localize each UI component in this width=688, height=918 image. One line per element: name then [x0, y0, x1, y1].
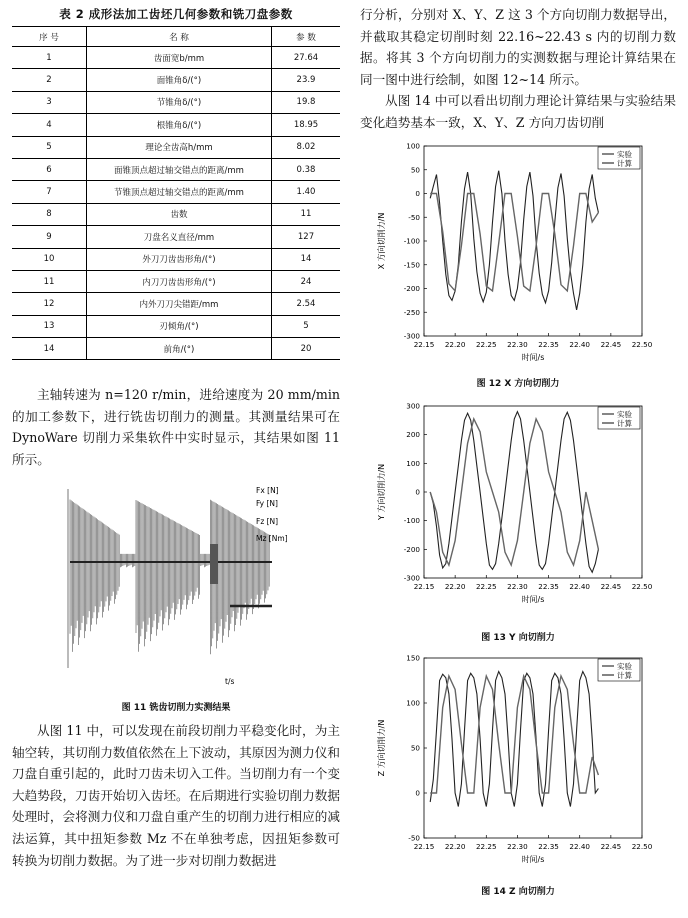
x-tick-label: 22.40 — [569, 340, 591, 349]
y-tick-label: 100 — [406, 141, 420, 151]
table-row — [12, 69, 340, 91]
x-axis-label: 时间/s — [521, 595, 545, 604]
x-tick-label: 22.30 — [507, 842, 528, 851]
table-row — [12, 248, 340, 270]
cell-index: 1 — [12, 47, 87, 69]
cell-name: 刀盘名义直径/mm — [87, 226, 272, 248]
parameter-table — [12, 26, 340, 360]
x-tick-label: 22.30 — [507, 340, 528, 349]
figure-12-caption: 图 12 X 方向切削力 — [476, 379, 560, 389]
legend-label: 实验 — [617, 662, 632, 671]
x-tick-label: 22.20 — [444, 582, 466, 591]
legend-label: 实验 — [617, 410, 632, 419]
x-tick-label: 22.20 — [444, 340, 466, 349]
force-signal-traces — [70, 500, 272, 655]
fig11-xlabel: t/s — [225, 677, 235, 686]
table-row — [12, 136, 340, 158]
table-header-row — [12, 27, 340, 47]
cell-value: 24 — [272, 270, 341, 292]
cell-index: 8 — [12, 203, 87, 225]
cell-index: 12 — [12, 293, 87, 315]
y-tick-label: -50 — [408, 833, 420, 843]
cell-name: 前角/(°) — [87, 338, 272, 360]
y-tick-label: 200 — [406, 430, 420, 440]
x-tick-label: 22.50 — [631, 842, 652, 851]
cell-value: 1.40 — [272, 181, 341, 203]
y-tick-label: -200 — [403, 544, 420, 554]
y-tick-label: 100 — [406, 698, 420, 708]
cell-value: 27.64 — [272, 47, 341, 69]
table-row — [12, 114, 340, 136]
chart-z-force — [372, 650, 652, 872]
cell-value: 11 — [272, 203, 341, 225]
paragraph-text: 主轴转速为 n=120 r/min，进给速度为 20 mm/min 的加工参数下，进行铣齿切削力的测量。其测量结果可在 DynoWare 切削力采集软件中实时显示，其结果如图 11 所示。 — [12, 387, 340, 467]
fig11-legend-fx: Fx [N] — [256, 486, 279, 495]
y-tick-label: -100 — [403, 516, 420, 526]
x-tick-label: 22.35 — [538, 340, 559, 349]
cell-name: 刃倾角/(°) — [87, 315, 272, 337]
table-row — [12, 158, 340, 180]
cell-index: 13 — [12, 315, 87, 337]
chart-x-force — [372, 138, 652, 370]
series-line-calculated — [430, 676, 598, 793]
y-axis-label: X 方向切削力/N — [377, 212, 386, 270]
cell-name: 齿面宽b/mm — [87, 47, 272, 69]
table-row — [12, 315, 340, 337]
y-tick-label: 150 — [406, 653, 420, 663]
y-tick-label: -250 — [403, 307, 420, 317]
cell-value: 18.95 — [272, 114, 341, 136]
x-tick-label: 22.15 — [413, 340, 435, 349]
x-tick-label: 22.15 — [413, 582, 435, 591]
cell-index: 14 — [12, 338, 87, 360]
x-tick-label: 22.40 — [569, 842, 591, 851]
cell-name: 外刀刀齿齿形角/(°) — [87, 248, 272, 270]
table-row — [12, 226, 340, 248]
series-line-calculated — [430, 194, 598, 291]
x-tick-label: 22.35 — [538, 582, 559, 591]
cell-value: 5 — [272, 315, 341, 337]
cell-value: 2.54 — [272, 293, 341, 315]
y-tick-label: 100 — [406, 458, 420, 468]
y-tick-label: -300 — [403, 331, 420, 341]
cell-value: 0.38 — [272, 158, 341, 180]
figure-11-measured-forces — [60, 484, 320, 689]
table-row — [12, 91, 340, 113]
y-tick-label: -300 — [403, 573, 420, 583]
cell-name: 面锥顶点超过轴交错点的距离/mm — [87, 158, 272, 180]
fig11-legend-fz: Fz [N] — [256, 517, 279, 526]
x-tick-label: 22.25 — [475, 842, 497, 851]
y-tick-label: -50 — [408, 212, 420, 222]
header-index: 序 号 — [12, 27, 87, 47]
x-axis-label: 时间/s — [521, 855, 545, 864]
cell-value: 8.02 — [272, 136, 341, 158]
x-tick-label: 22.20 — [444, 842, 466, 851]
y-tick-label: -150 — [403, 260, 420, 270]
y-tick-label: 0 — [415, 189, 420, 198]
cell-index: 2 — [12, 69, 87, 91]
legend-label: 计算 — [617, 671, 632, 680]
fig11-legend-fy: Fy [N] — [256, 499, 278, 508]
cell-value: 23.9 — [272, 69, 341, 91]
plot-frame — [424, 146, 642, 336]
table-caption: 表 2 成形法加工齿坯几何参数和铣刀盘参数 — [59, 7, 293, 21]
header-value: 参 数 — [272, 27, 341, 47]
paragraph-text: 从图 11 中，可以发现在前段切削力平稳变化时，为主轴空转，其切削力数值依然在上下波动，其原因为测力仪和刀盘自重引起的，此时刀齿未切入工件。当切削力有一个变大趋势段，刀齿开始切入齿坯。在后期进行实验切削力数据处理时，会将测力仪和刀盘自重产生的切削力进行相应的减法运算，其中扭矩参数 Mz 不在单独考虑，因扭矩参数可转换为切削力数据。为了进一步对切削力数据进 — [12, 723, 340, 868]
legend-label: 计算 — [617, 159, 632, 168]
figure-13-caption: 图 13 Y 向切削力 — [481, 633, 555, 643]
plot-frame — [424, 658, 642, 838]
cell-value: 20 — [272, 338, 341, 360]
cell-index: 5 — [12, 136, 87, 158]
y-tick-label: 50 — [410, 165, 420, 175]
paragraph-measurement — [12, 384, 340, 470]
paragraph-text: 从图 14 中可以看出切削力理论计算结果与实验结果变化趋势基本一致，X、Y、Z 方向刀齿切削 — [360, 93, 676, 130]
signal-envelope — [70, 500, 269, 655]
paragraph-analysis — [12, 720, 340, 871]
cell-name: 节锥角δ/(°) — [87, 91, 272, 113]
legend-label: 实验 — [617, 150, 632, 159]
fig11-legend-mz: Mz [Nm] — [256, 534, 288, 543]
x-tick-label: 22.45 — [600, 582, 622, 591]
paragraph-continued — [360, 4, 676, 90]
legend-label: 计算 — [617, 419, 632, 428]
series-line-experiment — [430, 412, 598, 573]
paragraph-text: 行分析，分别对 X、Y、Z 这 3 个方向切削力数据导出，并截取其稳定切削时刻 22.16~22.43 s 内的切削力数据。将其 3 个方向切削力的实测数据与理论计算结果在同一图中进行绘制，如图 12~14 所示。 — [360, 7, 676, 87]
cell-name: 根锥角δ/(°) — [87, 114, 272, 136]
figure-14-caption: 图 14 Z 向切削力 — [481, 887, 555, 897]
table-row — [12, 181, 340, 203]
y-tick-label: 50 — [410, 743, 420, 753]
x-tick-label: 22.50 — [631, 340, 652, 349]
x-tick-label: 22.45 — [600, 842, 622, 851]
x-tick-label: 22.25 — [475, 340, 497, 349]
cell-index: 7 — [12, 181, 87, 203]
paragraph-comparison — [360, 90, 676, 133]
y-tick-label: -200 — [403, 284, 420, 293]
cell-index: 10 — [12, 248, 87, 270]
table-row — [12, 338, 340, 360]
x-tick-label: 22.45 — [600, 340, 622, 349]
y-tick-label: -100 — [403, 236, 420, 246]
figure-11-caption: 图 11 铣齿切削力实测结果 — [121, 703, 231, 713]
y-tick-label: 0 — [415, 788, 420, 798]
x-tick-label: 22.50 — [631, 582, 652, 591]
y-tick-label: 300 — [406, 401, 420, 411]
table-row — [12, 203, 340, 225]
cell-index: 9 — [12, 226, 87, 248]
table-row — [12, 293, 340, 315]
cell-name: 齿数 — [87, 203, 272, 225]
cell-name: 内外刀刀尖错距/mm — [87, 293, 272, 315]
cell-name: 节锥顶点超过轴交错点的距离/mm — [87, 181, 272, 203]
chart-y-force — [372, 398, 652, 612]
header-name: 名 称 — [87, 27, 272, 47]
y-axis-label: Y 方向切削力/N — [377, 463, 386, 521]
signal-block — [210, 544, 218, 584]
cell-name: 理论全齿高h/mm — [87, 136, 272, 158]
table-row — [12, 47, 340, 69]
cell-name: 面锥角δ/(°) — [87, 69, 272, 91]
cell-index: 3 — [12, 91, 87, 113]
cell-name: 内刀刀齿齿形角/(°) — [87, 270, 272, 292]
cell-index: 6 — [12, 158, 87, 180]
cell-value: 19.8 — [272, 91, 341, 113]
y-tick-label: 0 — [415, 487, 420, 497]
x-tick-label: 22.35 — [538, 842, 559, 851]
x-tick-label: 22.40 — [569, 582, 591, 591]
x-axis-label: 时间/s — [521, 353, 545, 362]
cell-value: 14 — [272, 248, 341, 270]
cell-index: 4 — [12, 114, 87, 136]
x-tick-label: 22.15 — [413, 842, 435, 851]
x-tick-label: 22.30 — [507, 582, 528, 591]
y-axis-label: Z 方向切削力/N — [377, 719, 386, 777]
cell-index: 11 — [12, 270, 87, 292]
cell-value: 127 — [272, 226, 341, 248]
table-row — [12, 270, 340, 292]
x-tick-label: 22.25 — [475, 582, 497, 591]
